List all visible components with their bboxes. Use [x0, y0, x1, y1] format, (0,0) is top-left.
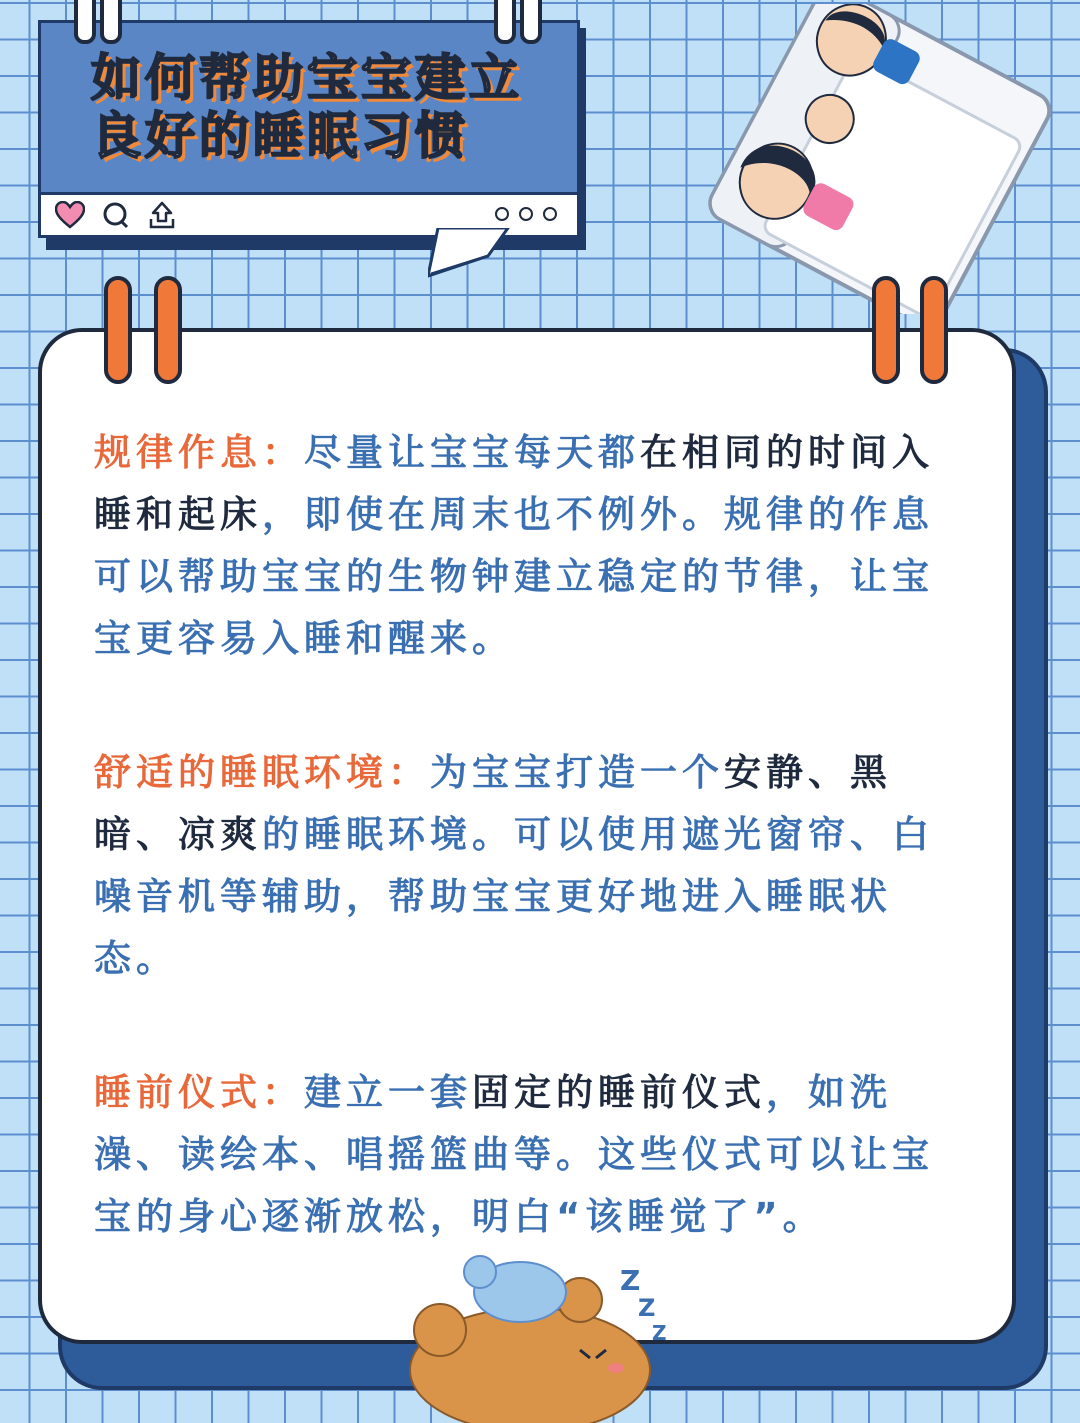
- title-card: [38, 20, 578, 240]
- section-text: ，如洗澡、读绘本、唱摇篮曲等。这些仪式可以让宝宝的身心逐渐放松，明白“该睡觉了”。: [94, 1071, 934, 1238]
- share-icon[interactable]: [147, 201, 177, 229]
- section-emphasis: 在相同的时间入睡和起床: [94, 431, 934, 536]
- speech-tail: [428, 228, 528, 288]
- dot: [495, 207, 509, 221]
- svg-text:Z: Z: [638, 1294, 656, 1322]
- binder-clip: [494, 0, 516, 44]
- section-text: 的睡眠环境。可以使用遮光窗帘、白噪音机等辅助，帮助宝宝更好地进入睡眠状态。: [94, 813, 934, 980]
- family-sleeping-illustration: [688, 4, 1058, 314]
- dot: [519, 207, 533, 221]
- section-text: 尽量让宝宝每天都: [304, 431, 640, 474]
- page-title: [91, 49, 571, 165]
- title-line-1: 如何帮助宝宝建立: [91, 49, 523, 107]
- binder-ring: [920, 276, 948, 384]
- comment-icon[interactable]: [101, 201, 131, 229]
- section-bedtime-ritual: [94, 1062, 964, 1248]
- section-regular-schedule: [94, 422, 964, 670]
- section-heading: 舒适的睡眠环境：: [94, 751, 430, 794]
- binder-clip: [520, 0, 542, 44]
- binder-clip: [100, 0, 122, 44]
- section-heading: 睡前仪式：: [94, 1071, 304, 1114]
- more-dots-icon[interactable]: [495, 207, 557, 221]
- svg-text:Z: Z: [620, 1264, 641, 1297]
- dot: [543, 207, 557, 221]
- heart-icon[interactable]: [55, 201, 85, 229]
- section-emphasis: 安静、黑暗、凉爽: [94, 751, 892, 856]
- sleeping-bear-illustration: [380, 1250, 710, 1423]
- binder-ring: [104, 276, 132, 384]
- section-text: ，即使在周末也不例外。规律的作息可以帮助宝宝的生物钟建立稳定的节律，让宝宝更容易入睡和醒来。: [94, 493, 934, 660]
- section-text: 建立一套: [304, 1071, 472, 1114]
- section-heading: 规律作息：: [94, 431, 304, 474]
- section-text: 为宝宝打造一个: [430, 751, 724, 794]
- binder-ring: [872, 276, 900, 384]
- binder-clip: [74, 0, 96, 44]
- section-emphasis: 固定的睡前仪式: [472, 1071, 766, 1114]
- section-sleep-environment: [94, 742, 964, 990]
- binder-ring: [154, 276, 182, 384]
- title-panel: [38, 20, 580, 196]
- action-icons: [55, 201, 177, 229]
- svg-text:Z: Z: [652, 1321, 667, 1345]
- title-line-2: 良好的睡眠习惯: [91, 107, 469, 165]
